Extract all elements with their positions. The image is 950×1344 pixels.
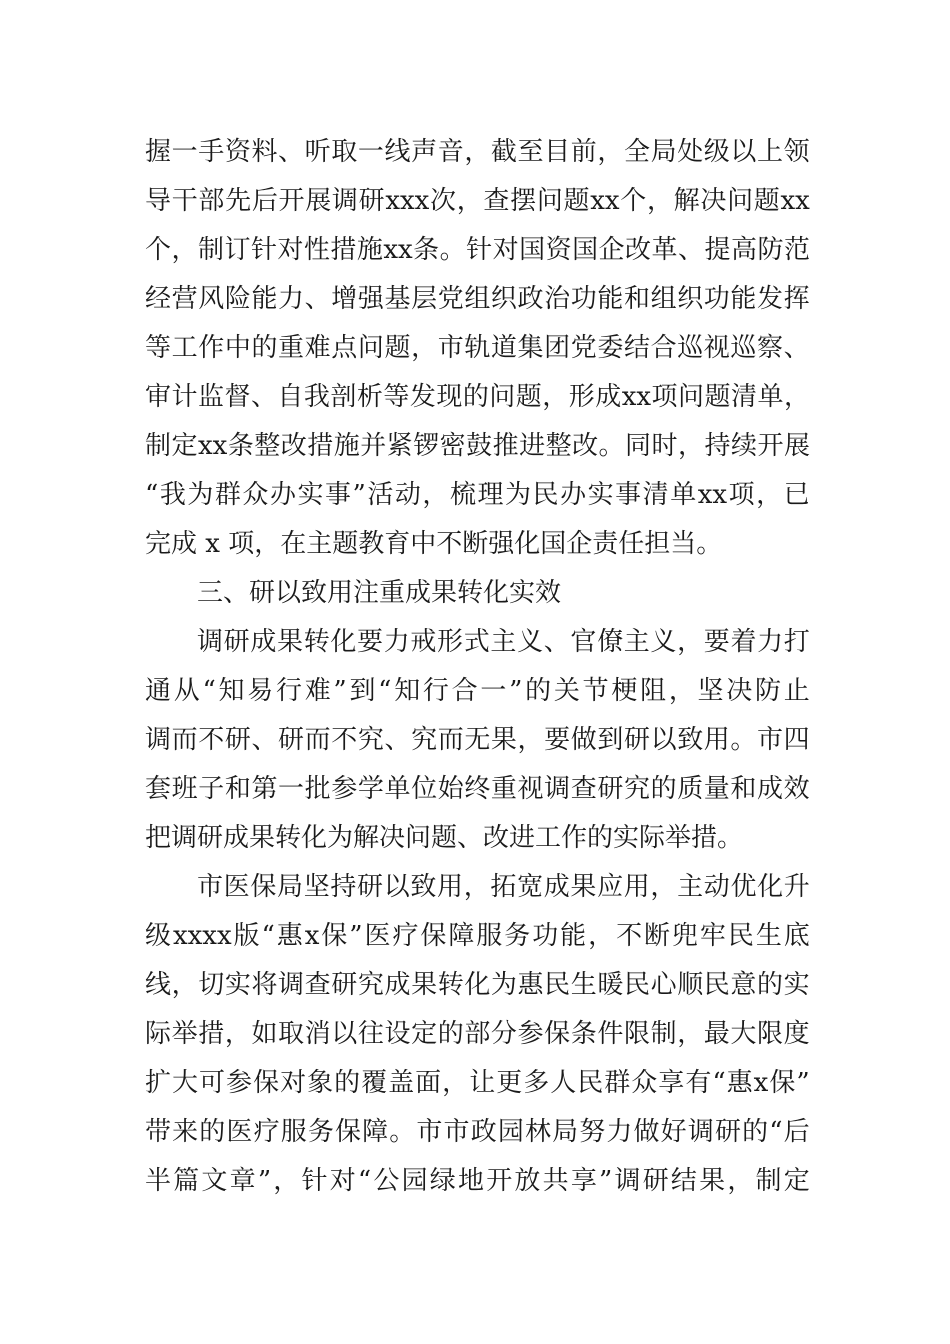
text-line: 扩 大 可 参 保 对 象 的 覆 盖 面 ， 让 更 多 人 民 群 众 享 有 “ 惠 x 保 ” — [145, 1068, 810, 1098]
text-line: 经 营 风 险 能 力 、 增 强 基 层 党 组 织 政 治 功 能 和 组 织 功 能 发 挥 — [145, 284, 810, 314]
text-line: 际 举 措 ， 如 取 消 以 往 设 定 的 部 分 参 保 条 件 限 制 ， 最 大 限 度 — [145, 1019, 810, 1049]
section-heading: 三、研以致用注重成果转化实效 — [197, 578, 562, 608]
text-line: 握 一 手 资 料 、 听 取 一 线 声 音 ， 截 至 目 前 ， 全 局 处 级 以 上 领 — [145, 137, 810, 167]
text-line: 通 从 “ 知 易 行 难 ” 到 “ 知 行 合 一 ” 的 关 节 梗 阻 ， 坚 决 防 止 — [145, 676, 810, 706]
text-line: 带 来 的 医 疗 服 务 保 障 。 市 市 政 园 林 局 努 力 做 好 调 研 的 “ 后 — [145, 1117, 810, 1147]
text-line: 完成 x 项，在主题教育中不断强化国企责任担当。 — [145, 529, 723, 559]
text-line: 制 定 xx 条 整 改 措 施 并 紧 锣 密 鼓 推 进 整 改 。 同 时 ， 持 续 开 展 — [145, 431, 810, 461]
text-line: 导 干 部 先 后 开 展 调 研 xxx 次 ， 查 摆 问 题 xx 个 ， 解 决 问 题 xx — [145, 186, 810, 216]
text-line: 半 篇 文 章 ” ， 针 对 “ 公 园 绿 地 开 放 共 享 ” 调 研 结 果 ， 制 定 — [145, 1166, 810, 1196]
text-line: 级 xxxx 版 “ 惠 x 保 ” 医 疗 保 障 服 务 功 能 ， 不 断 兜 牢 民 生 底 — [145, 921, 810, 951]
text-line: 调 研 成 果 转 化 要 力 戒 形 式 主 义 、 官 僚 主 义 ， 要 着 力 打 — [197, 627, 810, 657]
text-line: 等 工 作 中 的 重 难 点 问 题 ， 市 轨 道 集 团 党 委 结 合 巡 视 巡 察 、 — [145, 333, 810, 363]
text-line: 个 ， 制 订 针 对 性 措 施 xx 条 。 针 对 国 资 国 企 改 革 、 提 高 防 范 — [145, 235, 810, 265]
text-line: 把调研成果转化为解决问题、改进工作的实际举措。 — [145, 823, 744, 853]
text-line: 线 ， 切 实 将 调 查 研 究 成 果 转 化 为 惠 民 生 暖 民 心 顺 民 意 的 实 — [145, 970, 810, 1000]
text-line: “ 我 为 群 众 办 实 事 ” 活 动 ， 梳 理 为 民 办 实 事 清 单 xx 项 ， 已 — [145, 480, 810, 510]
body-text — [145, 128, 810, 1206]
text-line: 调 而 不 研 、 研 而 不 究 、 究 而 无 果 ， 要 做 到 研 以 致 用 。 市 四 — [145, 725, 810, 755]
text-line: 审 计 监 督 、 自 我 剖 析 等 发 现 的 问 题 ， 形 成 xx 项 问 题 清 单 ， — [145, 382, 810, 412]
text-line: 套 班 子 和 第 一 批 参 学 单 位 始 终 重 视 调 查 研 究 的 质 量 和 成 效 — [145, 774, 810, 804]
text-line: 市 医 保 局 坚 持 研 以 致 用 ， 拓 宽 成 果 应 用 ， 主 动 优 化 升 — [197, 872, 810, 902]
